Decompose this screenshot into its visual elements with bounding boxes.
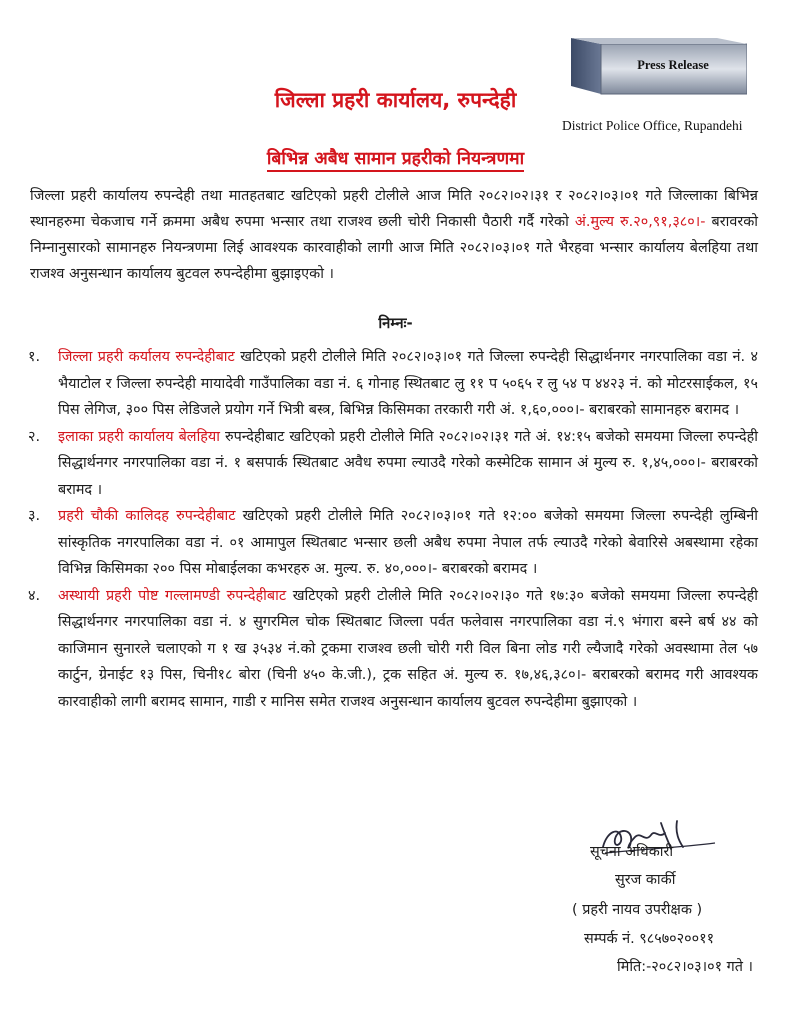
officer-name: सुरज कार्की [615,872,676,888]
item-number: १. [28,349,41,365]
item-number: २. [28,428,41,445]
intro-text-1: जिल्ला प्रहरी कार्यालय रुपन्देही तथा मातहतबाट खटिएको प्रहरी टोलीले आज मिति २०८२।०२।३१ र २०८२।०३।०१ गते जिल्लाका बिभिन्न स्थानहरुमा चेकजाच गर्ने क्रममा अबैध रुपमा भन्सार तथा राजश्व छली चोरी निकासी पैठारी गर्दै गरेको [30,188,758,230]
item-number: ३. [28,508,41,524]
office-english-name: District Police Office, Rupandehi [562,118,743,133]
list-item [28,503,758,583]
release-heading-text: बिभिन्न अबैध सामान प्रहरीको नियन्त्रणमा [267,149,524,172]
list-item [28,583,758,716]
item-text: खटिएको प्रहरी टोलीले मिति २०८२।०३।०१ गते जिल्ला रुपन्देही सिद्धार्थनगर नगरपालिका वडा नं. ४ भैयाटोल र जिल्ला रुपन्देही मायादेवी गाउँपालिका वडा नं. ६ गोनाह स्थितबाट लु ११ प ५०६५ र लु ५४ प ४४२३ नं. को मोटरसाईकल, १५ पिस लेगिज, ३०० पिस लेडिजले प्रयोग गर्ने भित्री बस्त्र, बिभिन्न किसिमका तरकारी गरी अं. १,६०,०००।- बराबरको सामानहरु बरामद । [58,349,758,418]
officer-rank: ( प्रहरी नायव उपरीक्षक ) [572,902,703,918]
release-date: मिति:-२०८२।०३।०१ गते । [617,959,753,975]
signature-label: सूचना अधिकारी [590,844,674,860]
item-unit: प्रहरी चौकी कालिदह रुपन्देहीबाट [58,508,236,524]
intro-paragraph [30,183,758,287]
seizure-list [28,344,758,715]
item-unit: इलाका प्रहरी कार्यालय बेलहिया [58,428,221,445]
item-unit: जिल्ला प्रहरी कर्यालय रुपन्देहीबाट [58,349,235,365]
list-item [28,424,758,504]
item-text: रुपन्देहीबाट खटिएको प्रहरी टोलीले मिति २०८२।०२।३१ गते अं. १४:१५ बजेको समयमा जिल्ला रुपन्देही सिद्धार्थनगर नगरपालिका वडा नं. १ बसपार्क स्थितबाट अवैध रुपमा ल्याउदै गरेको कस्मेटिक सामान अं मुल्य रु. १,४५,०००।- बराबरको बरामद । [58,428,759,498]
item-text: खटिएको प्रहरी टोलीले मिति २०८२।०२।३० गते १७:३० बजेको समयमा जिल्ला रुपन्देही सिद्धार्थनगर नगरपालिका वडा नं. ४ सुगरमिल चोक स्थितबाट जिल्ला पर्वत फलेवास नगरपालिका वडा नं.९ भंगारा बस्ने बर्ष ४४ को काजिमान सुनारले चलाएको ग १ ख ३५३४ नं.को ट्रकमा राजश्व छली चोरी गरी विल बिना लोड गरी ल्यैजादै गरेको अवस्थामा तेल ५७ कार्टुन, ग्रेनाईट १३ पिस, चिनी१८ बोरा (चिनी ४५० के.जी.), ट्रक सहित अं. मुल्य रु. १७,४६,३८०।- बराबरको बरामद गरी आवश्यक कारवाहीको लागी बरामद सामान, गाडी र मानिस समेत राजश्व अनुसन्धान कार्यालय बुटवल रुपन्देहीमा बुझाएको । [58,587,758,710]
list-item [28,344,758,424]
item-number: ४. [28,587,41,604]
item-unit: अस्थायी प्रहरी पोष्ट गल्लामण्डी रुपन्देहीबाट [58,587,287,604]
office-title: जिल्ला प्रहरी कार्यालय, रुपन्देही [274,88,517,112]
press-release-label: Press Release [637,58,709,72]
intro-amount: अं.मुल्य रु.२०,९१,३८०।- [574,214,706,230]
contact-number: सम्पर्क नं. ९८५७०२००११ [584,931,715,947]
item-text: खटिएको प्रहरी टोलीले मिति २०८२।०३।०१ गते १२:०० बजेको समयमा जिल्ला रुपन्देही लुम्बिनी सांस्कृतिक नगरपालिका वडा नं. ०१ आमापुल स्थितबाट भन्सार छली अबैध रुपमा नेपाल तर्फ ल्याउदै गरेको बेवारिसे अबस्थामा रहेका विभिन्न किसिमका २०० पिस मोबाईलका कभरहरु अ. मुल्य. रु. ४०,०००।- बराबरको बरामद । [58,508,759,577]
release-heading [0,146,791,170]
list-heading: निम्नः- [378,315,413,332]
intro-text-2: बरावरको निम्नानुसारको सामानहरु नियन्त्रणमा लिई आवश्यक कारवाहीको लागी आज मिति २०८२।०३।०१ गते भैरहवा भन्सार कार्यालय बेलहिया तथा राजश्व अनुसन्धान कार्यालय बुटवल रुपन्देहीमा बुझाइएको । [30,214,758,282]
